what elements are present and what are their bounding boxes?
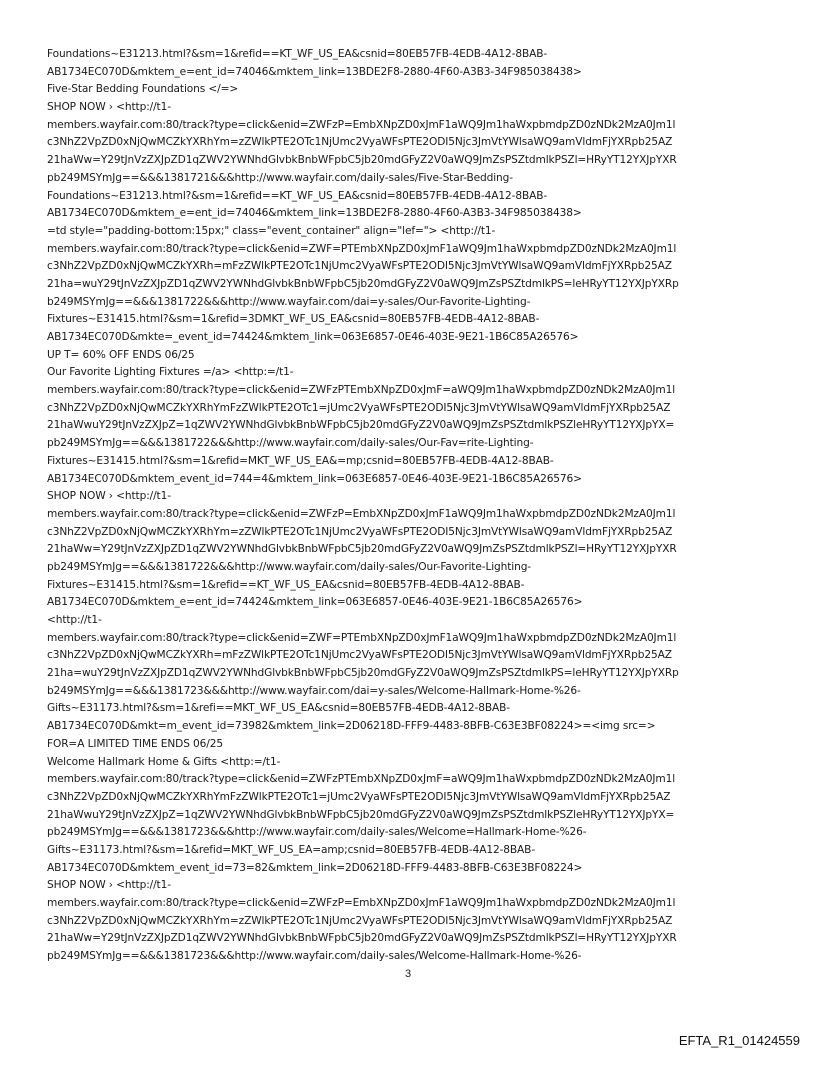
text-line: 21haWw=Y29tJnVzZXJpZD1qZWV2YWNhdGlvbkBnbWFpbC5jb20mdGFyZ2V0aWQ9JmZsPSZtdmlkPSZl=HRyYT12YXJpYXR — [47, 543, 677, 556]
text-line: members.wayfair.com:80/track?type=click&enid=ZWFzP=EmbXNpZD0xJmF1aWQ9Jm1haWxpbmdpZD0zNDk2MzA0Jm1l — [47, 507, 676, 520]
text-line: AB1734EC070D&mktem_e=ent_id=74046&mktem_link=13BDE2F8-2880-4F60-A3B3-34F985038438> — [47, 65, 582, 78]
text-line: 21haWw=Y29tJnVzZXJpZD1qZWV2YWNhdGlvbkBnbWFpbC5jb20mdGFyZ2V0aWQ9JmZsPSZtdmlkPSZl=HRyYT12YXJpYXR — [47, 154, 677, 167]
text-line: members.wayfair.com:80/track?type=click&enid=ZWF=PTEmbXNpZD0xJmF1aWQ9Jm1haWxpbmdpZD0zNDk2MzA0Jm1l — [47, 242, 677, 255]
text-line: Our Favorite Lighting Fixtures =/a> <http:=/t1- — [47, 366, 294, 379]
text-line: UP T= 60% OFF ENDS 06/25 — [47, 348, 195, 361]
text-line: pb249MSYmJg==&&&1381722&&&http://www.wayfair.com/daily-sales/Our-Favorite-Lighting- — [47, 560, 532, 573]
text-line: c3NhZ2VpZD0xNjQwMCZkYXRhYm=zZWlkPTE2OTc1NjUmc2VyaWFsPTE2ODI5Njc3JmVtYWlsaWQ9amVldmFjYXRpb25AZ — [47, 136, 673, 149]
text-line: Welcome Hallmark Home & Gifts <http:=/t1- — [47, 755, 281, 768]
text-line: 21ha=wuY29tJnVzZXJpZD1qZWV2YWNhdGlvbkBnbWFpbC5jb20mdGFyZ2V0aWQ9JmZsPSZtdmlkPS=leHRyYT12YXJpYXRp — [47, 667, 679, 680]
document-body — [47, 46, 787, 966]
text-line: 21ha=wuY29tJnVzZXJpZD1qZWV2YWNhdGlvbkBnbWFpbC5jb20mdGFyZ2V0aWQ9JmZsPSZtdmlkPS=leHRyYT12YXJpYXRp — [47, 277, 679, 290]
text-line: SHOP NOW › <http://t1- — [47, 879, 171, 892]
text-line: c3NhZ2VpZD0xNjQwMCZkYXRhYm=zZWlkPTE2OTc1NjUmc2VyaWFsPTE2ODI5Njc3JmVtYWlsaWQ9amVldmFjYXRpb25AZ — [47, 914, 673, 927]
text-line: Fixtures~E31415.html?&sm=1&refid=MKT_WF_US_EA&=mp;csnid=80EB57FB-4EDB-4A12-8BAB- — [47, 454, 554, 467]
text-line: Gifts~E31173.html?&sm=1&refi==MKT_WF_US_EA&csnid=80EB57FB-4EDB-4A12-8BAB- — [47, 702, 510, 715]
text-line: c3NhZ2VpZD0xNjQwMCZkYXRh=mFzZWlkPTE2OTc1NjUmc2VyaWFsPTE2ODI5Njc3JmVtYWlsaWQ9amVldmFjYXRpb25AZ — [47, 649, 672, 662]
text-line: members.wayfair.com:80/track?type=click&enid=ZWFzPTEmbXNpZD0xJmF=aWQ9Jm1haWxpbmdpZD0zNDk2MzA0Jm1l — [47, 773, 676, 786]
text-line: SHOP NOW › <http://t1- — [47, 101, 171, 114]
text-line: 21haWwuY29tJnVzZXJpZ=1qZWV2YWNhdGlvbkBnbWFpbC5jb20mdGFyZ2V0aWQ9JmZsPSZtdmlkPSZleHRyYT12YXJpYX= — [47, 419, 675, 432]
text-line: AB1734EC070D&mktem_e=ent_id=74046&mktem_link=13BDE2F8-2880-4F60-A3B3-34F985038438> — [47, 207, 582, 220]
text-line: 21haWwuY29tJnVzZXJpZ=1qZWV2YWNhdGlvbkBnbWFpbC5jb20mdGFyZ2V0aWQ9JmZsPSZtdmlkPSZleHRyYT12YXJpYX= — [47, 808, 675, 821]
text-line: AB1734EC070D&mktem_e=ent_id=74424&mktem_link=063E6857-0E46-403E-9E21-1B6C85A26576> — [47, 596, 583, 609]
text-line: pb249MSYmJg==&&&1381722&&&http://www.wayfair.com/daily-sales/Our-Fav=rite-Lighting- — [47, 437, 534, 450]
text-line: AB1734EC070D&mkt=m_event_id=73982&mktem_link=2D06218D-FFF9-4483-8BFB-C63E3BF08224>=<img src=> — [47, 720, 656, 733]
text-line: Foundations~E31213.html?&sm=1&refid==KT_WF_US_EA&csnid=80EB57FB-4EDB-4A12-8BAB- — [47, 48, 548, 60]
text-line: FOR=A LIMITED TIME ENDS 06/25 — [47, 737, 223, 750]
text-line: AB1734EC070D&mktem_event_id=73=82&mktem_link=2D06218D-FFF9-4483-8BFB-C63E3BF08224> — [47, 861, 583, 874]
text-line: c3NhZ2VpZD0xNjQwMCZkYXRh=mFzZWlkPTE2OTc1NjUmc2VyaWFsPTE2ODI5Njc3JmVtYWlsaWQ9amVldmFjYXRpb25AZ — [47, 260, 672, 273]
text-line: AB1734EC070D&mkte=_event_id=74424&mktem_link=063E6857-0E46-403E-9E21-1B6C85A26576> — [47, 331, 579, 343]
text-line: SHOP NOW › <http://t1- — [47, 490, 171, 503]
text-line: members.wayfair.com:80/track?type=click&enid=ZWFzPTEmbXNpZD0xJmF=aWQ9Jm1haWxpbmdpZD0zNDk2MzA0Jm1l — [47, 384, 676, 397]
text-line: pb249MSYmJg==&&&1381723&&&http://www.wayfair.com/daily-sales/Welcome=Hallmark-Home-%26- — [47, 826, 587, 839]
text-line: Gifts~E31173.html?&sm=1&refid=MKT_WF_US_EA=amp;csnid=80EB57FB-4EDB-4A12-8BAB- — [47, 843, 536, 856]
text-line: pb249MSYmJg==&&&1381721&&&http://www.wayfair.com/daily-sales/Five-Star-Bedding- — [47, 171, 513, 184]
text-line: c3NhZ2VpZD0xNjQwMCZkYXRhYmFzZWlkPTE2OTc1=jUmc2VyaWFsPTE2ODI5Njc3JmVtYWlsaWQ9amVldmFjYXRpb25AZ — [47, 401, 671, 414]
text-line: <http://t1- — [47, 614, 102, 626]
text-line: Foundations~E31213.html?&sm=1&refid==KT_WF_US_EA&csnid=80EB57FB-4EDB-4A12-8BAB- — [47, 189, 548, 202]
page-number: 3 — [404, 968, 412, 980]
text-line: AB1734EC070D&mktem_event_id=744=4&mktem_link=063E6857-0E46-403E-9E21-1B6C85A26576> — [47, 472, 582, 485]
text-line: Fixtures~E31415.html?&sm=1&refid==KT_WF_US_EA&csnid=80EB57FB-4EDB-4A12-8BAB- — [47, 578, 525, 591]
text-line: pb249MSYmJg==&&&1381723&&&http://www.wayfair.com/daily-sales/Welcome-Hallmark-Home-%26- — [47, 950, 582, 963]
text-line: Five-Star Bedding Foundations </=> — [47, 83, 239, 96]
text-line: Fixtures~E31415.html?&sm=1&refid=3DMKT_WF_US_EA&csnid=80EB57FB-4EDB-4A12-8BAB- — [47, 313, 540, 326]
text-line: =td style="padding-bottom:15px;" class="event_container" align="lef="> <http://t1- — [47, 224, 496, 237]
text-line: members.wayfair.com:80/track?type=click&enid=ZWFzP=EmbXNpZD0xJmF1aWQ9Jm1haWxpbmdpZD0zNDk2MzA0Jm1l — [47, 118, 676, 131]
text-line: c3NhZ2VpZD0xNjQwMCZkYXRhYm=zZWlkPTE2OTc1NjUmc2VyaWFsPTE2ODI5Njc3JmVtYWlsaWQ9amVldmFjYXRpb25AZ — [47, 525, 673, 538]
text-line: members.wayfair.com:80/track?type=click&enid=ZWF=PTEmbXNpZD0xJmF1aWQ9Jm1haWxpbmdpZD0zNDk2MzA0Jm1l — [47, 631, 677, 644]
text-line: c3NhZ2VpZD0xNjQwMCZkYXRhYmFzZWlkPTE2OTc1=jUmc2VyaWFsPTE2ODI5Njc3JmVtYWlsaWQ9amVldmFjYXRpb25AZ — [47, 790, 671, 803]
bates-id: EFTA_R1_01424559 — [678, 1033, 800, 1048]
text-line: b249MSYmJg==&&&1381723&&&http://www.wayfair.com/dai=y-sales/Welcome-Hallmark-Home-%26- — [47, 684, 581, 697]
text-line: members.wayfair.com:80/track?type=click&enid=ZWFzP=EmbXNpZD0xJmF1aWQ9Jm1haWxpbmdpZD0zNDk2MzA0Jm1l — [47, 897, 676, 909]
text-line: b249MSYmJg==&&&1381722&&&http://www.wayfair.com/dai=y-sales/Our-Favorite-Lighting- — [47, 295, 531, 308]
text-line: 21haWw=Y29tJnVzZXJpZD1qZWV2YWNhdGlvbkBnbWFpbC5jb20mdGFyZ2V0aWQ9JmZsPSZtdmlkPSZl=HRyYT12YXJpYXR — [47, 932, 677, 945]
